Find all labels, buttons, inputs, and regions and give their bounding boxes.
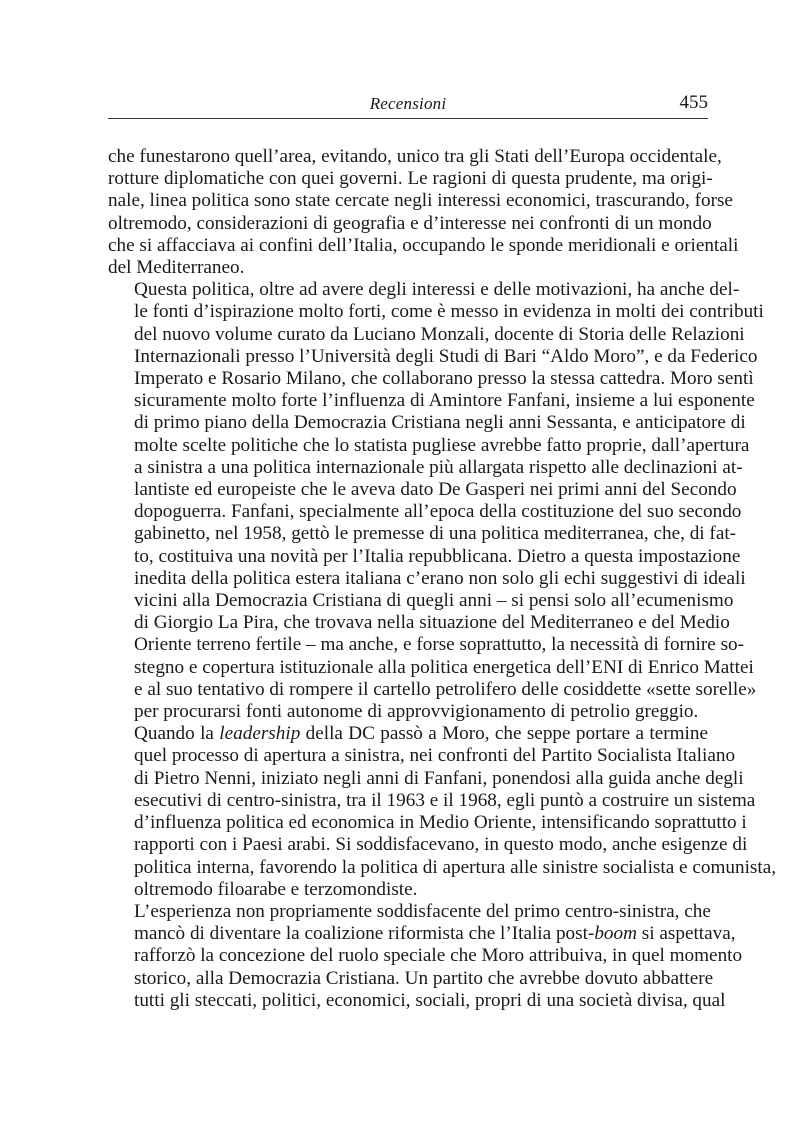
italic-term: leadership [219, 723, 301, 745]
text-line: per procurarsi fonti autonome di approvvigionamento di petrolio greggio. [134, 701, 699, 723]
paragraph [108, 723, 777, 901]
text-line: lantiste ed europeiste che le aveva dato De Gasperi nei primi anni del Secondo [134, 479, 737, 501]
text-line: che si affacciava ai confini dell’Italia, occupando le sponde meridionali e orientali [108, 234, 739, 256]
text-line: mancò di diventare la coalizione riformista che l’Italia post-boom si aspettava, [134, 923, 736, 945]
text-line: di Pietro Nenni, iniziato negli anni di Fanfani, ponendosi alla guida anche degli [134, 767, 744, 789]
text-line: rotture diplomatiche con quei governi. Le ragioni di questa prudente, ma origi- [108, 168, 713, 190]
paragraph [108, 279, 764, 723]
text-line: molte scelte politiche che lo statista pugliese avrebbe fatto proprie, dall’apertura [134, 434, 750, 456]
text-line: Imperato e Rosario Milano, che collaborano presso la stessa cattedra. Moro sentì [134, 368, 754, 390]
text-line: stegno e copertura istituzionale alla politica energetica dell’ENI di Enrico Mattei [134, 656, 754, 678]
italic-term: boom [594, 923, 637, 945]
text-line: rapporti con i Paesi arabi. Si soddisfacevano, in questo modo, anche esigenze di [134, 834, 748, 856]
text-line: inedita della politica estera italiana c’erano non solo gli echi suggestivi di ideali [134, 567, 746, 589]
paragraph [108, 900, 743, 1012]
text-line: esecutivi di centro-sinistra, tra il 1963 e il 1968, egli puntò a costruire un sistema [134, 789, 756, 811]
text-line: e al suo tentativo di rompere il cartello petrolifero delle cosiddette «sette sorelle» [134, 678, 757, 700]
text-line: le fonti d’ispirazione molto forti, come è messo in evidenza in molti dei contributi [134, 301, 764, 323]
running-title: Recensioni [369, 94, 447, 113]
text-line: storico, alla Democrazia Cristiana. Un partito che avrebbe dovuto abbattere [134, 967, 714, 989]
text-line: Internazionali presso l’Università degli Studi di Bari “Aldo Moro”, e da Federico [134, 345, 758, 367]
page-number: 455 [679, 92, 708, 113]
text-line: quel processo di apertura a sinistra, nei confronti del Partito Socialista Italiano [134, 745, 736, 767]
text-line: che funestarono quell’area, evitando, unico tra gli Stati dell’Europa occidentale, [108, 146, 722, 167]
text-line: politica interna, favorendo la politica di apertura alle sinistre socialista e comunista, [134, 856, 777, 878]
text-line: Oriente terreno fertile – ma anche, e forse soprattutto, la necessità di fornire so- [134, 634, 745, 656]
text-line: oltremodo filoarabe e terzomondiste. [134, 878, 418, 900]
text-line: L’esperienza non propriamente soddisfacente del primo centro-sinistra, che [134, 900, 711, 922]
text-line: Questa politica, oltre ad avere degli interessi e delle motivazioni, ha anche del- [134, 279, 740, 301]
text-line: vicini alla Democrazia Cristiana di quegli anni – si pensi solo all’ecumenismo [134, 590, 734, 612]
text-line: nale, linea politica sono state cercate negli interessi economici, trascurando, forse [108, 190, 733, 212]
text-line: gabinetto, nel 1958, gettò le premesse di una politica mediterranea, che, di fat- [134, 523, 737, 545]
text-line: del Mediterraneo. [108, 257, 245, 279]
text-line: oltremodo, considerazioni di geografia e d’interesse nei confronti di un mondo [108, 212, 712, 234]
text-line: sicuramente molto forte l’influenza di Amintore Fanfani, insieme a lui esponente [134, 390, 755, 412]
text-line: di primo piano della Democrazia Cristiana negli anni Sessanta, e anticipatore di [134, 412, 746, 434]
text-line: Quando la leadership della DC passò a Moro, che seppe portare a termine [134, 723, 708, 745]
text-line: d’influenza politica ed economica in Medio Oriente, intensificando soprattutto i [134, 812, 747, 834]
running-header [108, 92, 708, 119]
text-line: rafforzò la concezione del ruolo speciale che Moro attribuiva, in quel momento [134, 945, 743, 967]
body-text [108, 146, 777, 1012]
text-line: a sinistra a una politica internazionale più allargata rispetto alle declinazioni at- [134, 456, 743, 478]
text-line: tutti gli steccati, politici, economici, sociali, propri di una società divisa, qual [134, 989, 726, 1011]
text-line: dopoguerra. Fanfani, specialmente all’epoca della costituzione del suo secondo [134, 501, 742, 523]
text-line: to, costituiva una novità per l’Italia repubblicana. Dietro a questa impostazione [134, 545, 741, 567]
text-line: di Giorgio La Pira, che trovava nella situazione del Mediterraneo e del Medio [134, 612, 730, 634]
text-line: del nuovo volume curato da Luciano Monzali, docente di Storia delle Relazioni [134, 323, 745, 345]
paragraph [108, 146, 739, 279]
